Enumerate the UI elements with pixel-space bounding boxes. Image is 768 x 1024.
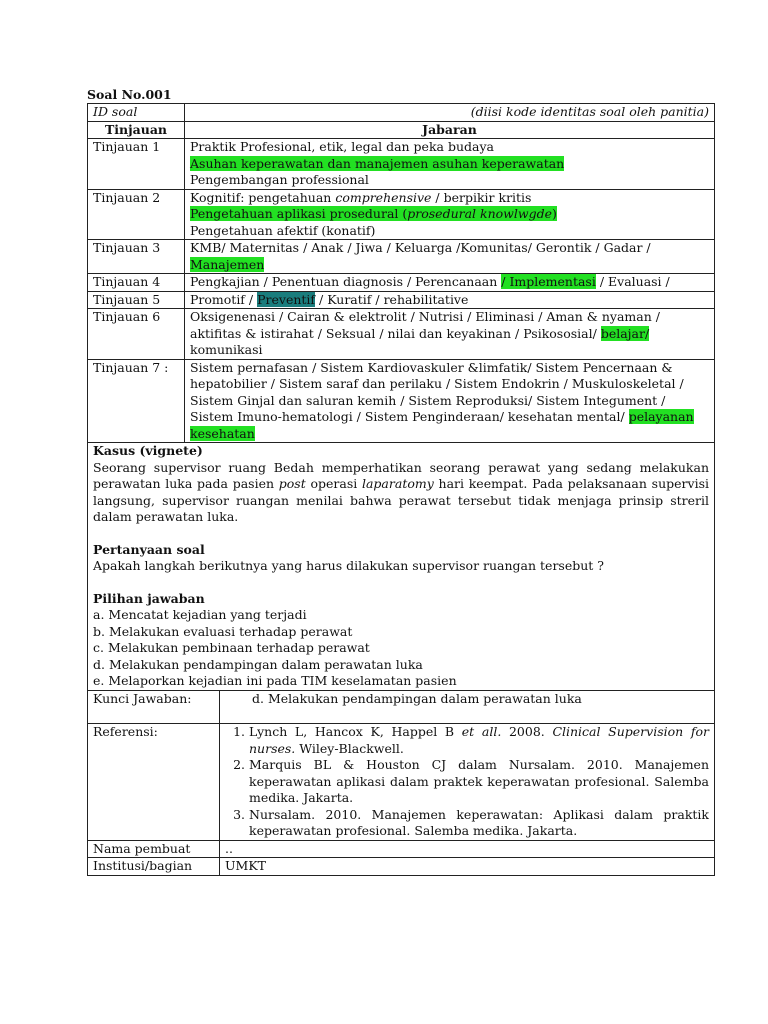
header-row (88, 121, 715, 139)
tinjauan-1-label: Tinjauan 1 (88, 139, 185, 190)
option-e: e. Melaporkan kejadian ini pada TIM keselamatan pasien (93, 673, 457, 688)
id-row (88, 104, 715, 122)
question-table (87, 103, 715, 691)
t6-highlight: belajar/ (600, 325, 650, 341)
kunci-row (88, 691, 715, 724)
pembuat-row (88, 840, 715, 858)
tinjauan-2-row (88, 189, 715, 240)
institusi-row (88, 858, 715, 876)
id-value: (diisi kode identitas soal oleh panitia) (185, 104, 715, 122)
option-a: a. Mencatat kejadian yang terjadi (93, 607, 307, 622)
tinjauan-1-content (185, 139, 715, 190)
header-tinjauan: Tinjauan (88, 121, 185, 139)
tinjauan-2-content (185, 189, 715, 240)
footer-table (87, 691, 715, 876)
t4-highlight: / Implementasi (501, 274, 596, 289)
reference-item-2: 2. Marquis BL & Houston CJ dalam Nursalam. 2010. Manajemen keperawatan aplikasi dalam praktek keperawatan profesional. Salemba medika. Jakarta. (249, 757, 709, 807)
institusi-label: Institusi/bagian (88, 858, 220, 876)
tinjauan-1-row (88, 139, 715, 190)
pilihan-heading: Pilihan jawaban (93, 590, 205, 606)
tinjauan-7-row (88, 359, 715, 443)
kunci-value: d. Melakukan pendampingan dalam perawatan luka (220, 691, 715, 724)
kasus-heading: Kasus (vignete) (93, 443, 203, 458)
document (87, 86, 714, 876)
pembuat-label: Nama pembuat (88, 840, 220, 858)
reference-list (225, 724, 709, 840)
option-b: b. Melakukan evaluasi terhadap perawat (93, 623, 353, 639)
tinjauan-5-label: Tinjauan 5 (88, 291, 185, 309)
document-title: Soal No.001 (87, 87, 172, 102)
reference-item-1: 1. Lynch L, Hancox K, Happel B et all. 2008. Clinical Supervision for nurses. Wiley-Blackwell. (249, 724, 709, 757)
case-row (88, 443, 715, 691)
tinjauan-6-label: Tinjauan 6 (88, 309, 185, 360)
option-d: d. Melakukan pendampingan dalam perawatan luka (93, 656, 423, 672)
header-jabaran: Jabaran (185, 121, 715, 139)
referensi-label: Referensi: (88, 724, 220, 841)
tinjauan-6-row (88, 309, 715, 360)
t2-line-2-highlight: Pengetahuan aplikasi prosedural (prosedural knowlwgde) (190, 206, 557, 221)
referensi-content (220, 724, 715, 841)
tinjauan-6-content: Oksigenenasi / Cairan & elektrolit / Nutrisi / Eliminasi / Aman & nyaman / aktifitas & istirahat / Seksual / nilai dan keyakinan / Psikososial/ belajar/ komunikasi (185, 309, 715, 360)
tinjauan-3-label: Tinjauan 3 (88, 240, 185, 274)
referensi-row (88, 724, 715, 841)
option-c: c. Melakukan pembinaan terhadap perawat (93, 640, 370, 655)
tinjauan-2-label: Tinjauan 2 (88, 189, 185, 240)
tinjauan-5-row (88, 291, 715, 309)
kunci-label: Kunci Jawaban: (88, 691, 220, 724)
t1-line-3: Pengembangan professional (190, 172, 369, 187)
t1-line-2-highlight: Asuhan keperawatan dan manajemen asuhan keperawatan (190, 155, 565, 171)
tinjauan-3-content: KMB/ Maternitas / Anak / Jiwa / Keluarga /Komunitas/ Gerontik / Gadar / Manajemen (185, 240, 715, 274)
tinjauan-7-content: Sistem pernafasan / Sistem Kardiovaskuler &limfatik/ Sistem Pencernaan & hepatobilier / Sistem saraf dan perilaku / Sistem Endokrin / Muskuloskeletal / Sistem Ginjal dan saluran kemih / Sistem Reproduksi/ Sistem Integument / Sistem Imuno-hematologi / Sistem Penginderaan/ kesehatan mental/ pelayanan kesehatan (185, 359, 715, 443)
t7-highlight: pelayanan kesehatan (190, 409, 694, 441)
reference-item-3: 3. Nursalam. 2010. Manajemen keperawatan: Aplikasi dalam praktik keperawatan profesional. Salemba medika. Jakarta. (249, 807, 709, 840)
tinjauan-4-row (88, 274, 715, 292)
pertanyaan-heading: Pertanyaan soal (93, 541, 205, 557)
t2-line-3: Pengetahuan afektif (konatif) (190, 222, 376, 238)
case-cell (88, 443, 715, 691)
t1-line-1: Praktik Profesional, etik, legal dan peka budaya (190, 139, 494, 154)
tinjauan-5-content: Promotif / Preventif / Kuratif / rehabilitative (185, 291, 715, 309)
tinjauan-4-label: Tinjauan 4 (88, 274, 185, 292)
t2-line-1: Kognitif: pengetahuan comprehensive / berpikir kritis (190, 189, 532, 205)
tinjauan-4-content: Pengkajian / Penentuan diagnosis / Perencanaan / Implementasi / Evaluasi / (185, 274, 715, 292)
t5-highlight: Preventif (257, 291, 316, 307)
institusi-value: UMKT (220, 858, 715, 876)
kasus-text: Seorang supervisor ruang Bedah memperhatikan seorang perawat yang sedang melakukan perawatan luka pada pasien post operasi laparatomy hari keempat. Pada pelaksanaan supervisi langsung, supervisor ruangan menilai bahwa perawat tersebut tidak menjaga prinsip streril dalam perawatan luka. (93, 459, 709, 524)
tinjauan-3-row (88, 240, 715, 274)
pembuat-value: .. (220, 840, 715, 858)
t3-highlight: Manajemen (190, 256, 265, 272)
pertanyaan-text: Apakah langkah berikutnya yang harus dilakukan supervisor ruangan tersebut ? (93, 558, 604, 573)
tinjauan-7-label: Tinjauan 7 : (88, 359, 185, 443)
id-label: ID soal (88, 104, 185, 122)
